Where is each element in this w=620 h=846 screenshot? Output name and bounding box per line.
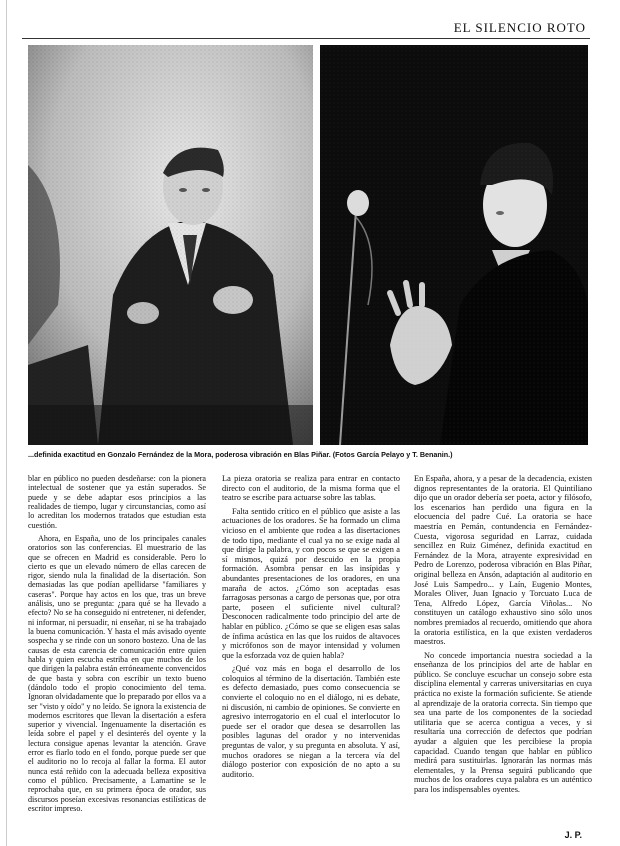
text-column-2 [222,474,400,783]
author-signature: J. P. [564,830,582,840]
photo-speaker-right [320,45,588,445]
top-rule [22,38,590,39]
photo-speaker-left [28,45,313,445]
paragraph: blar en público no pueden desdeñarse: con la pionera intelectual de sostener que ya están superados. Se puede y se debe adaptar esos principios a las realidades de tiempo, lugar y circunstancias, como así lo acreditan los modernos tratados que estudian esta cuestión. [28,474,206,530]
photo-caption: ...definida exactitud en Gonzalo Fernández de la Mora, poderosa vibración en Blas Piñar. (Fotos García Pelayo y T. Benanin.) [28,450,453,459]
paragraph: ¿Qué voz más en boga el desarrollo de los coloquios al término de la disertación. También este es defecto demasiado, pues como consecuencia se convierte el coloquio no en el diálogo, ni es debate, ni discusión, ni cambio de opiniones. Se convierte en agresivo interrogatorio en el cual el interlocutor lo puede ser el orador que desea se desarrollen las posibles lagunas del orador y no intervenidas preguntas de valor, y su pregunta en absoluta. Y así, muchos oradores se niegan a la tercera vía del diálogo posterior con exposición de no apto a su auditorio. [222,664,400,779]
photo-speaker-left-icon [28,45,313,445]
photo-speaker-right-icon [320,45,588,445]
text-column-1 [28,474,206,817]
page-edge [6,0,7,846]
paragraph: No concede importancia nuestra sociedad a la enseñanza de los principios del arte de hablar en público. Se concluye escuchar un consejo sobre esta disciplina elemental y carreras universitarias en cuya práctica no existe la formación suficiente. Se atiende al aprendizaje de la oratoria correcta. Sin tiempo que sea una parte de los componentes de la sociedad utilitaria que se acerca contigua a veces, y si resultaría una corrección de defectos que podrían ayudar a alguien que les percibiese la propia capacidad. Cuando tengan que hablar en público medirá para sustituirlas. Ignorarán las normas más elementales, y la Prensa seguirá publicando que muchos de los oradores cuya palabra es un auténtico para los indispensables oyentes. [414,650,592,794]
paragraph: Falta sentido crítico en el público que asiste a las actuaciones de los oradores. Se ha formado un clima vicioso en el ambiente que rodea a las disertaciones de todo tipo, mediante el cual ya no se exige nada al que dirige la palabra, y con pocos se que se exigen a sí mismos, quizá por descuido en la propia formación. Asombra pensar en las insípidas y abundantes presentaciones de los oradores, en una maraña de actos. ¿Cómo son aceptadas esas farragosas personas a cargo de personas que, por otra parte, poseen el suficiente nivel cultural? Desconocen radicalmente todo principio del arte de hablar en público. ¿Cómo se que se eligen esas salas de ínfima acústica en las que los ruidos de altavoces y micrófonos son de mayor intensidad y volumen que la esforzada voz de quien habla? [222,506,400,660]
text-column-3 [414,474,592,799]
paragraph: La pieza oratoria se realiza para entrar en contacto directo con el auditorio, de la misma forma que el teatro se escribe para actuarse sobre las tablas. [222,474,400,503]
paragraph: Ahora, en España, uno de los principales canales oratorios son las conferencias. El muestrario de las que se ofrecen en Madrid es considerable. Pero lo cierto es que un elevado número de ellas carecen de rigor, siendo nula la finalidad de la disertación. Son demasiadas las que podían apellidarse "familiares y caseras". Porque hay actos en los que, tras un breve análisis, uno se pregunta: ¿para qué se ha llevado a efecto? No se ha conseguido ni entretener, ni defender, ni informar, ni persuadir, ni enseñar, ni se ha trabajado la buena comunicación. Y hasta el más avisado oyente sospecha y se rinde con un sonoro bostezo. Una de las causas de esta carencia de comunicación entre quien habla y quien escucha estriba en que muchos de los que dirigen la palabra están erróneamente convencidos de que basta y sobra con escribir un texto bueno (dándolo todo el propio conocimiento del tema. Ignoran olvidadamente que lo preparado por ellos va a ser "visto y oído" y no leído. Se ignora la existencia de modernos escritores que llevan la disertación a esfera superior y vivencial. Ingenuamente la disertación es leída sobre el papel y el desinterés del oyente y la lectura consigue apenas levantar la atención. Grave error es fiarlo todo en el fondo, porque puede ser que el auditorio no lo recoja al fallar la forma. El autor nunca está reñido con la adecuada belleza expositiva como el público. Precisamente, a Lamartine se le reprochaba que, en su primera época de orador, sus discursos poseían excesivas resonancias estilísticas de escritor impreso. [28,533,206,813]
section-header: EL SILENCIO ROTO [454,20,586,39]
paragraph: En España, ahora, y a pesar de la decadencia, existen dignos representantes de la oratoria. El Quintiliano dijo que un orador debería ser poeta, actor y filósofo, los escenarios han perdido una figura en la elocuencia del padre Cué. La oratoria se hace maestría en Pemán, contundencia en Fernández-Cuesta, vigorosa seguridad en Larraz, cuidada sencillez en Ruiz Giménez, definida exactitud en Fernández de la Mora, atrayente expresividad en Pedro de Lorenzo, poderosa vibración en Blas Piñar, original belleza en Ansón, adaptación al auditorio en José Luis Sampedro... y Laín, Eugenio Montes, Morales Oliver, Juan Ignacio y Torcuato Luca de Tena, Alfredo López, García Viñolas... No constituyen un catálogo exhaustivo sino sólo unos nombres premiados al recuerdo, omitiendo que ahora la oratoria estilística, en la que existen verdaderos maestros. [414,474,592,647]
